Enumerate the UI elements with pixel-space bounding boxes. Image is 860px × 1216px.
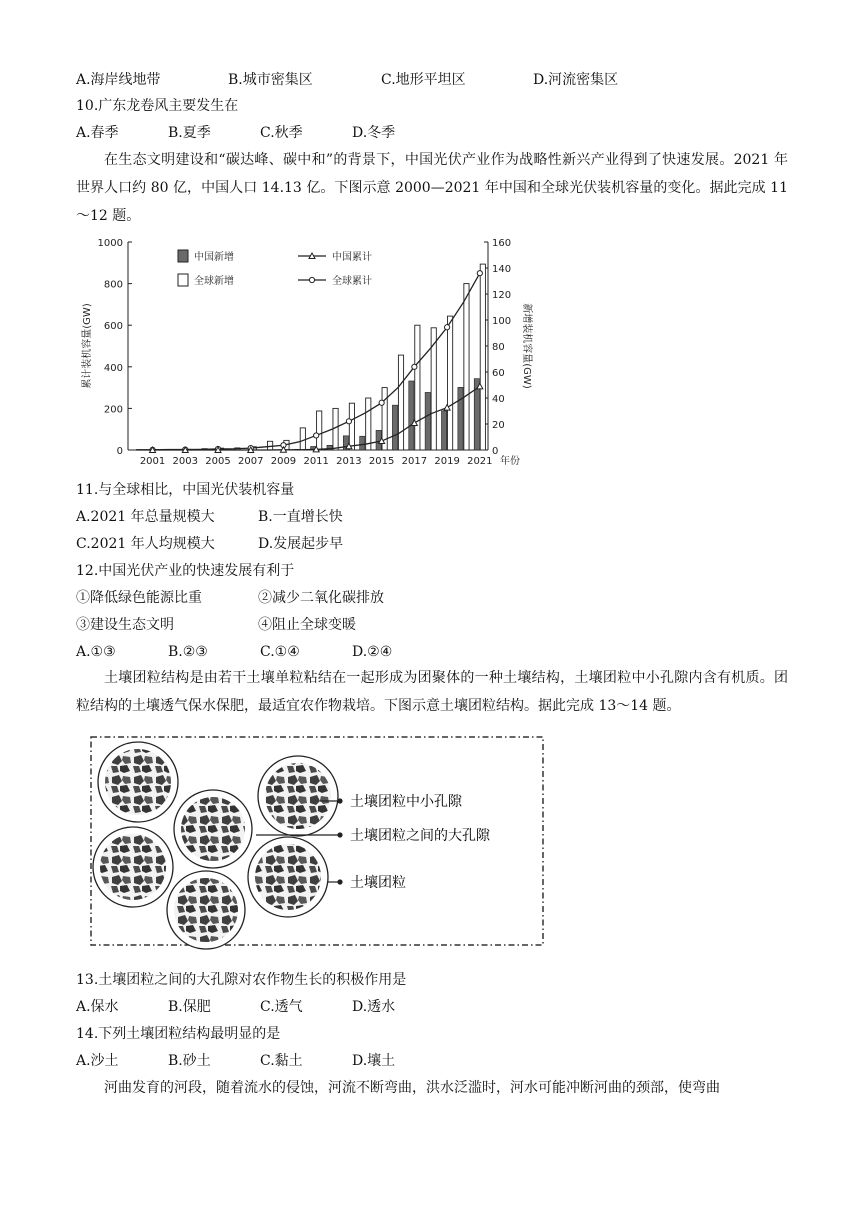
right-axis-title: 新增装机容量(GW)	[521, 303, 532, 389]
passage-soil-structure: 土壤团粒结构是由若干土壤单粒粘结在一起形成为团聚体的一种土壤结构，土壤团粒中小孔隙内含有机质。团粒结构的土壤透气保水保肥，最适宜农作物栽培。下图示意土壤团粒结构。据此完成 13～14 题。	[76, 670, 788, 714]
q13-stem: 13.土壤团粒之间的大孔隙对农作物生长的积极作用是	[76, 972, 407, 988]
q14-option-d: D.壤土	[352, 1053, 396, 1069]
bar-china-new	[425, 392, 430, 450]
bar-global-new	[349, 403, 354, 450]
right-tick-label: 0	[492, 446, 499, 457]
q9-option-a: A.海岸线地带	[76, 72, 161, 88]
q13-option-b: B.保肥	[168, 999, 211, 1015]
q12-option-c: C.①④	[260, 644, 300, 660]
x-tick-label: 2005	[205, 456, 231, 467]
q14-option-b: B.砂土	[168, 1053, 211, 1069]
bar-china-new	[360, 436, 365, 450]
bar-global-new	[480, 264, 485, 450]
x-tick-label: 2007	[238, 456, 264, 467]
right-tick-label: 100	[492, 316, 512, 327]
bar-global-new	[366, 398, 371, 450]
q10-stem: 10.广东龙卷风主要发生在	[76, 98, 239, 114]
soil-aggregate	[258, 756, 338, 836]
x-tick-label: 2009	[270, 456, 297, 467]
q10-option-a: A.春季	[76, 125, 119, 141]
passage-photovoltaic: 在生态文明建设和“碳达峰、碳中和”的背景下，中国光伏产业作为战略性新兴产业得到了快速发展。2021 年世界人口约 80 亿，中国人口 14.13 亿。下图示意 2000—2021 年中国和全球光伏装机容量的变化。据此完成 11～12 题。	[76, 152, 788, 224]
right-tick-label: 160	[492, 238, 512, 249]
q12-item-3: ③建设生态文明	[76, 617, 174, 633]
photovoltaic-capacity-chart	[76, 228, 546, 474]
left-tick-label: 1000	[97, 238, 123, 249]
q11-option-c: C.2021 年人均规模大	[76, 536, 215, 552]
global-cumulative-point	[444, 325, 449, 330]
global-cumulative-point	[379, 400, 384, 405]
soil-aggregate	[174, 790, 252, 868]
right-tick-label: 60	[492, 368, 505, 379]
legend-swatch-global-new	[178, 274, 188, 286]
legend-label-global-new: 全球新增	[194, 276, 234, 287]
q9-option-d: D.河流密集区	[533, 72, 619, 88]
x-tick-label: 2017	[401, 456, 428, 467]
bar-global-new	[398, 355, 403, 450]
bar-global-new	[333, 408, 338, 450]
soil-aggregate	[93, 827, 173, 907]
chart-legend	[178, 250, 372, 287]
bar-china-new	[441, 411, 446, 450]
legend-label-china-cumulative: 中国累计	[332, 252, 372, 263]
q11-option-b: B.一直增长快	[258, 509, 343, 525]
legend-label-china-new: 中国新增	[194, 252, 234, 263]
q12-item-4: ④阻止全球变暖	[258, 617, 356, 633]
bar-global-new	[317, 411, 322, 450]
left-tick-label: 800	[103, 279, 123, 291]
chart-bars	[137, 264, 486, 450]
q12-item-2: ②减少二氧化碳排放	[258, 590, 384, 606]
x-tick-label: 2021	[467, 456, 493, 467]
q13-option-c: C.透气	[260, 999, 303, 1015]
q14-option-a: A.沙土	[76, 1053, 119, 1069]
bar-china-new	[409, 381, 414, 450]
global-cumulative-point	[314, 433, 319, 438]
q12-option-d: D.②④	[352, 644, 393, 660]
left-tick-label: 400	[103, 362, 123, 374]
label-soil-aggregate: 土壤团粒	[350, 875, 406, 891]
passage-meander: 河曲发育的河段，随着流水的侵蚀，河流不断弯曲，洪水泛滥时，河水可能冲断河曲的颈部，使弯曲	[104, 1080, 720, 1096]
q11-stem: 11.与全球相比，中国光伏装机容量	[76, 482, 295, 498]
bar-global-new	[415, 325, 420, 450]
global-cumulative-point	[412, 364, 417, 369]
legend-swatch-china-new	[178, 250, 188, 262]
soil-aggregate	[167, 871, 245, 949]
q9-option-c: C.地形平坦区	[381, 72, 466, 88]
right-tick-label: 80	[492, 342, 505, 353]
q13-option-a: A.保水	[76, 999, 119, 1015]
right-tick-label: 120	[492, 290, 512, 301]
bar-global-new	[300, 428, 305, 450]
left-tick-label: 200	[103, 404, 123, 416]
global-cumulative-point	[346, 419, 351, 424]
q14-stem: 14.下列土壤团粒结构最明显的是	[76, 1026, 281, 1042]
q14-option-c: C.黏土	[260, 1053, 303, 1069]
q11-option-d: D.发展起步早	[258, 536, 344, 552]
soil-aggregate	[98, 742, 178, 822]
x-tick-label: 2019	[434, 456, 460, 467]
q10-option-c: C.秋季	[260, 125, 303, 141]
label-large-pores: 土壤团粒之间的大孔隙	[350, 828, 490, 844]
q11-option-a: A.2021 年总量规模大	[76, 509, 215, 525]
label-small-pores: 土壤团粒中小孔隙	[350, 794, 462, 810]
x-tick-label: 2013	[336, 456, 362, 467]
left-axis-title: 累计装机容量(GW)	[82, 303, 93, 389]
bar-global-new	[464, 284, 469, 450]
soil-aggregate-figure	[88, 734, 548, 950]
legend-label-global-cumulative: 全球累计	[332, 276, 372, 287]
soil-aggregate	[248, 837, 328, 917]
q10-option-b: B.夏季	[168, 125, 211, 141]
global-cumulative-point	[477, 271, 482, 276]
q13-option-d: D.透水	[352, 999, 396, 1015]
left-tick-label: 600	[103, 321, 123, 333]
bar-china-new	[392, 405, 397, 450]
q12-item-1: ①降低绿色能源比重	[76, 590, 202, 606]
x-tick-label: 2015	[368, 456, 395, 467]
q12-option-b: B.②③	[168, 644, 208, 660]
x-axis-title: 年份	[500, 456, 520, 467]
q12-stem: 12.中国光伏产业的快速发展有利于	[76, 563, 295, 579]
q10-option-d: D.冬季	[352, 125, 396, 141]
legend-marker-global-cumulative	[309, 277, 314, 282]
bar-china-new	[458, 387, 463, 450]
q9-option-b: B.城市密集区	[228, 72, 313, 88]
right-tick-label: 40	[492, 394, 505, 405]
q12-option-a: A.①③	[76, 644, 116, 660]
right-tick-label: 140	[492, 264, 512, 275]
x-tick-label: 2011	[303, 456, 329, 467]
bar-global-new	[447, 316, 452, 450]
right-tick-label: 20	[492, 420, 505, 431]
left-tick-label: 0	[116, 446, 123, 457]
x-tick-label: 2001	[139, 456, 166, 467]
x-tick-label: 2003	[172, 456, 198, 467]
